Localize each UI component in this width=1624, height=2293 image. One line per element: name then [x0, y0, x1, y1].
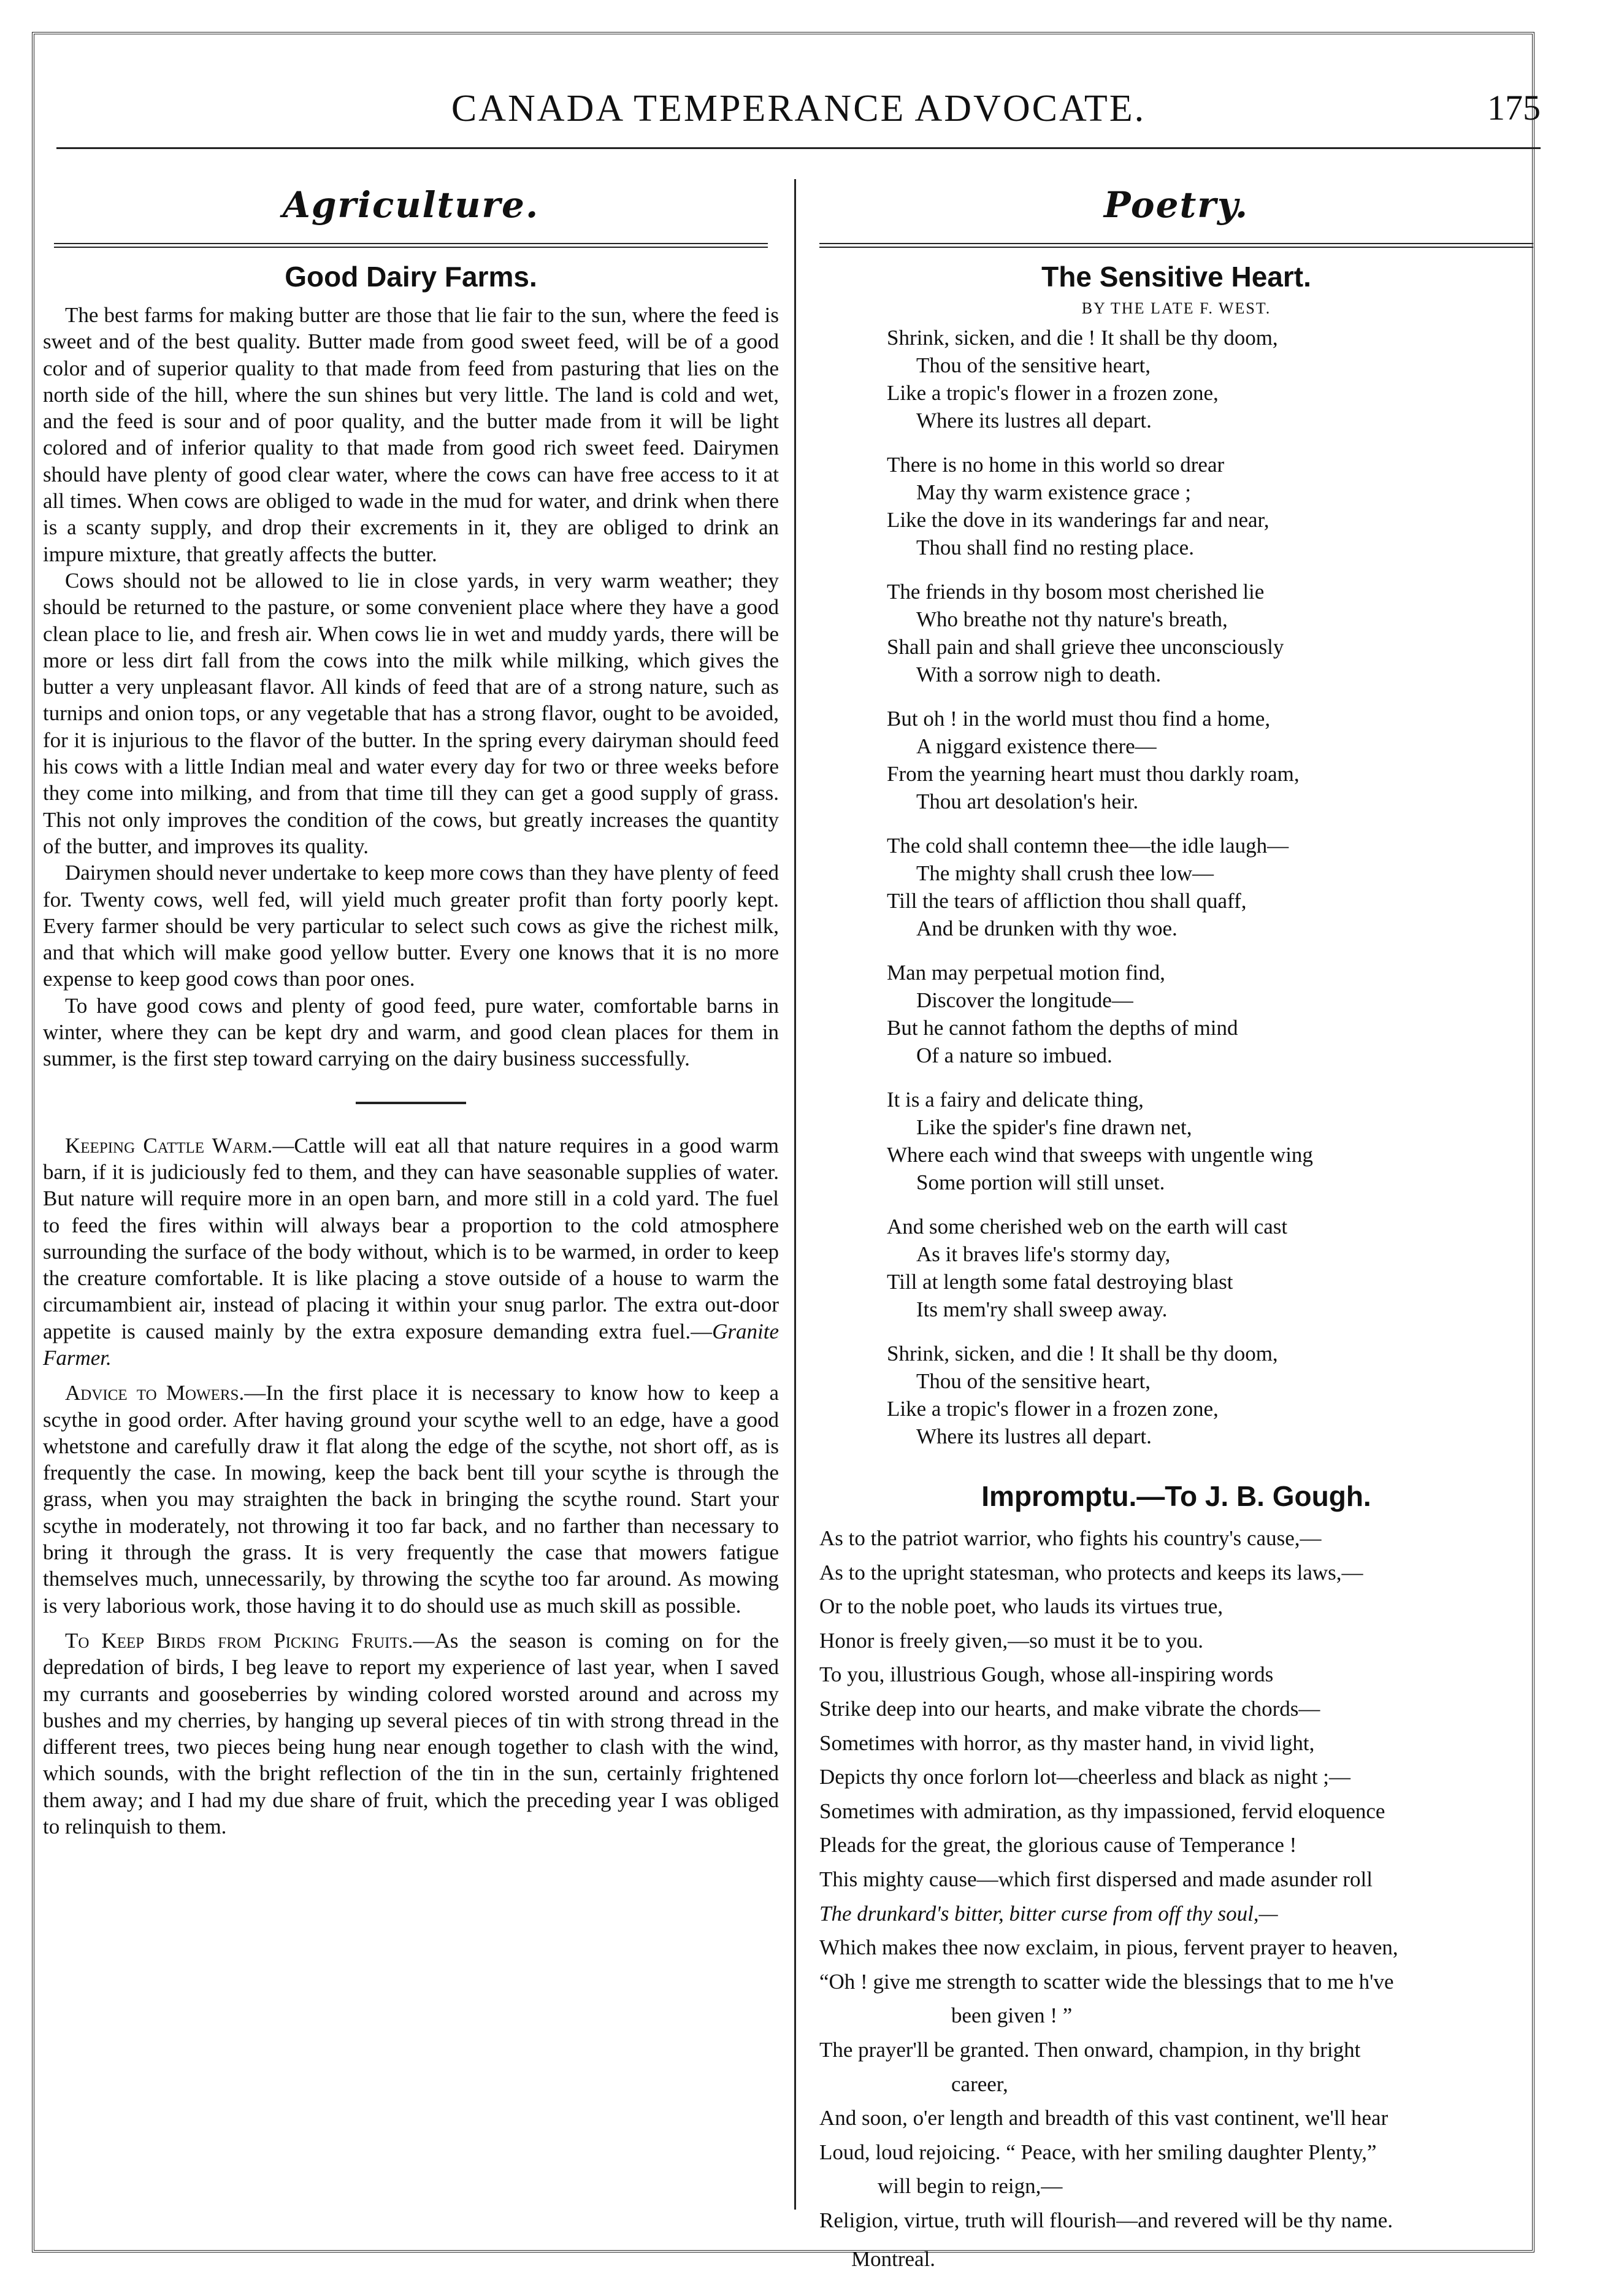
- poem-line: “Oh ! give me strength to scatter wide the blessings that to me h've: [819, 1969, 1394, 1994]
- poem-signature: Montreal.: [851, 2247, 936, 2272]
- poem-line: Till at length some fatal destroying blast: [887, 1270, 1233, 1294]
- poem-line: There is no home in this world so drear: [887, 453, 1225, 477]
- poem-line: The friends in thy bosom most cherished lie: [887, 580, 1265, 604]
- poem-line: Like the dove in its wanderings far and near,: [887, 508, 1270, 532]
- poem-line: Or to the noble poet, who lauds its virtues true,: [819, 1594, 1224, 1619]
- page-header: [56, 87, 1541, 142]
- journal-title: CANADA TEMPERANCE ADVOCATE.: [451, 88, 1146, 129]
- poem-body: [808, 324, 1544, 1450]
- poem-stanza: [887, 451, 1544, 561]
- poem-line: Where its lustres all depart.: [916, 409, 1152, 432]
- item-text: —As the season is coming on for the depredation of birds, I beg leave to report my experience of last year, when I saved my currants and gooseberries by winding colored worsted around and across my bushes and my cherries, by hanging up several pieces of tin with strong thread in the different trees, two pieces being hung near enough together to clash with the wind, which sounds, with the bright reflection of the tin in the sun, certainly frightened them away; and I had my due share of fruit, which the preceding year I was obliged to relinquish to them.: [43, 1628, 779, 1839]
- article-paragraph: To have good cows and plenty of good feed, pure water, comfortable barns in winter, where they can be kept dry and warm, and good clean places for them in summer, is the first step toward carrying on the dairy business successfully.: [43, 993, 779, 1071]
- poem-line: It is a fairy and delicate thing,: [887, 1088, 1144, 1112]
- poem-line: Pleads for the great, the glorious cause of Temperance !: [819, 1833, 1297, 1857]
- poem-line: As to the patriot warrior, who fights his country's cause,—: [819, 1526, 1322, 1550]
- poem-line: The drunkard's bitter, bitter curse from off thy soul,—: [819, 1901, 1278, 1926]
- poem-title: The Sensitive Heart.: [1041, 261, 1311, 293]
- page-number: 175: [1487, 88, 1541, 128]
- item-cattle: [43, 1132, 779, 1372]
- item-lead: Advice to Mowers.: [65, 1381, 245, 1405]
- poem-line: Thou of the sensitive heart,: [916, 353, 1151, 377]
- poem-stanza: [887, 705, 1544, 815]
- article-title: Good Dairy Farms.: [285, 261, 537, 293]
- poem-line: Thou of the sensitive heart,: [916, 1369, 1151, 1393]
- poem-line: will begin to reign,—: [878, 2174, 1063, 2199]
- item-text: —Cattle will eat all that nature requires in a good warm barn, if it is judiciously fed to them, and they can have seasonable supplies of water. But nature will require more in an open barn, and more still in a cold yard. The fuel to feed the fires within will always bear a proportion to the cold atmosphere surrounding the surface of the body without, which is to be warmed, in order to keep the creature comfortable. It is like placing a stove outside of a house to warm the circumambient air, instead of placing it within your snug parlor. The extra out-door appetite is caused mainly by the extra exposure demanding extra fuel.—: [43, 1133, 779, 1343]
- poem-line: Strike deep into our hearts, and make vibrate the chords—: [819, 1696, 1320, 1721]
- poem-line: Shrink, sicken, and die ! It shall be thy doom,: [887, 326, 1278, 350]
- poem-stanza: [887, 1340, 1544, 1450]
- poem-line: Sometimes with horror, as thy master hand, in vivid light,: [819, 1730, 1315, 1755]
- poem-byline: BY THE LATE F. WEST.: [1081, 299, 1271, 317]
- poem-line: A niggard existence there—: [916, 734, 1157, 758]
- poem-line: Like the spider's fine drawn net,: [916, 1115, 1192, 1139]
- poem-stanza: [887, 832, 1544, 942]
- poem-line: Discover the longitude—: [916, 988, 1133, 1012]
- item-text: —In the first place it is necessary to know how to keep a scythe in good order. After having ground your scythe well to an edge, have a good whetstone and carefully draw it flat along the edge of the scythe, not short off, as is frequently the case. In mowing, keep the back bent till your scythe is through the grass, when you may straighten the back in bringing the scythe round. Start your scythe in moderately, not throwing it too far back, and no farther than necessary to bring it through the grass. It is very frequently the case that mowers fatigue themselves much, unnecessarily, by throwing the scythe too far around. As mowing is very laborious work, those having it to do should use as much skill as possible.: [43, 1381, 779, 1618]
- poem-line: And soon, o'er length and breadth of this vast continent, we'll hear: [819, 2106, 1388, 2130]
- poem-line: As to the upright statesman, who protects and keeps its laws,—: [819, 1560, 1363, 1584]
- poem-line: Man may perpetual motion find,: [887, 961, 1165, 985]
- poem-line: Depicts thy once forlorn lot—cheerless and black as night ;—: [819, 1765, 1351, 1789]
- poem-line: The prayer'll be granted. Then onward, champion, in thy bright: [819, 2037, 1361, 2062]
- poem-stanza: [887, 959, 1544, 1069]
- poem-line: Sometimes with admiration, as thy impassioned, fervid eloquence: [819, 1799, 1385, 1823]
- poem-line: Religion, virtue, truth will flourish—and revered will be thy name.: [819, 2208, 1393, 2232]
- poetry-column: [808, 184, 1544, 2272]
- poem-line: This mighty cause—which first dispersed and made asunder roll: [819, 1867, 1373, 1891]
- item-source: Granite Farmer.: [43, 1319, 779, 1370]
- poem-line: May thy warm existence grace ;: [916, 480, 1192, 504]
- section-rule: [54, 243, 768, 248]
- poem-line: Like a tropic's flower in a frozen zone,: [887, 381, 1219, 405]
- column-divider: [794, 179, 796, 2210]
- poem-line: But oh ! in the world must thou find a home,: [887, 707, 1271, 731]
- poem-line: Loud, loud rejoicing. “ Peace, with her smiling daughter Plenty,”: [819, 2140, 1377, 2164]
- poem-stanza: [887, 1086, 1544, 1196]
- divider: [356, 1102, 466, 1104]
- poem-line: Thou art desolation's heir.: [916, 789, 1139, 813]
- poem-line: Where its lustres all depart.: [916, 1424, 1152, 1448]
- poem-line: Where each wind that sweeps with ungentle wing: [887, 1143, 1313, 1167]
- article-paragraph: The best farms for making butter are those that lie fair to the sun, where the feed is sweet and of the best quality. Butter made from good sweet feed, will be of a good color and of superior quality to that made from feed from pasturing that lies on the north side of the hill, where the sun shines but very little. The land is cold and wet, and the feed is sour and of poor quality, and the butter made from it will be light colored and of inferior quality to that made from good rich sweet feed. Dairymen should have plenty of good clear water, where the cows can have free access to it at all times. When cows are obliged to wade in the mud for water, and drink when there is a scanty supply, and drop their excrements in it, they are obliged to drink an impure mixture, that greatly affects the butter.: [43, 303, 779, 566]
- poem-line: Of a nature so imbued.: [916, 1043, 1113, 1067]
- poem-line: Till the tears of affliction thou shall quaff,: [887, 889, 1247, 913]
- poem-line: Its mem'ry shall sweep away.: [916, 1297, 1168, 1321]
- poem-title: Impromptu.—To J. B. Gough.: [981, 1480, 1371, 1512]
- poem-stanza: [887, 578, 1544, 688]
- poem-body: [819, 1521, 1544, 2237]
- section-rule: [819, 243, 1533, 248]
- poem-line: The mighty shall crush thee low—: [916, 861, 1214, 885]
- poem-line: Honor is freely given,—so must it be to you.: [819, 1628, 1204, 1653]
- poem-line: Which makes thee now exclaim, in pious, fervent prayer to heaven,: [819, 1935, 1398, 1960]
- item-lead: To Keep Birds from Picking Fruits.: [65, 1628, 413, 1653]
- poem-line: Shall pain and shall grieve thee unconsciously: [887, 635, 1284, 659]
- poem-line: Some portion will still unset.: [916, 1170, 1165, 1194]
- poem-line: But he cannot fathom the depths of mind: [887, 1016, 1238, 1040]
- poem-line: Who breathe not thy nature's breath,: [916, 607, 1228, 631]
- item-mowers: [43, 1380, 779, 1619]
- poem-line: career,: [951, 2072, 1008, 2096]
- poem-stanza: [887, 324, 1544, 434]
- poem-line: To you, illustrious Gough, whose all-inspiring words: [819, 1662, 1274, 1687]
- poem-line: And be drunken with thy woe.: [916, 916, 1178, 940]
- item-birds: [43, 1627, 779, 1840]
- article-paragraph: Cows should not be allowed to lie in close yards, in very warm weather; they should be returned to the pasture, or some convenient place where they have a good clean place to lie, and fresh air. When cows lie in wet and muddy yards, there will be more or less dirt fall from the cows into the milk while milking, which gives the butter a very unpleasant flavor. All kinds of feed that are of a strong nature, such as turnips and onion tops, or any vegetable that has a strong flavor, ought to be avoided, for it is injurious to the flavor of the butter. In the spring every dairyman should feed his cows with a little Indian meal and water every day for two or three weeks before they come into milking, and from that time till they can get a good supply of grass. This not only improves the condition of the cows, but greatly increases the quantity of the butter, and improves its quality.: [43, 568, 779, 858]
- agriculture-column: [43, 184, 779, 1840]
- poem-line: Shrink, sicken, and die ! It shall be thy doom,: [887, 1342, 1278, 1365]
- poem-stanza: [887, 1213, 1544, 1323]
- item-lead: Keeping Cattle Warm.: [65, 1133, 273, 1158]
- poem-line: been given ! ”: [951, 2003, 1073, 2028]
- poem-line: The cold shall contemn thee—the idle laugh—: [887, 834, 1289, 858]
- article-paragraph: Dairymen should never undertake to keep more cows than they have plenty of feed for. Twenty cows, well fed, will yield much greater profit than forty poorly kept. Every farmer should be very particular to select such cows as give the richest milk, and that which will make good yellow butter. Every one knows that it is no more expense to keep good cows than poor ones.: [43, 861, 779, 991]
- poem-line: And some cherished web on the earth will cast: [887, 1215, 1288, 1239]
- header-rule: [56, 147, 1541, 149]
- poem-line: Thou shall find no resting place.: [916, 536, 1194, 559]
- poem-line: Like a tropic's flower in a frozen zone,: [887, 1397, 1219, 1421]
- section-heading-poetry: Poetry.: [1103, 184, 1249, 226]
- poem-line: From the yearning heart must thou darkly roam,: [887, 762, 1300, 786]
- poem-line: As it braves life's stormy day,: [916, 1242, 1171, 1266]
- poem-line: With a sorrow nigh to death.: [916, 663, 1162, 686]
- section-heading-agriculture: Agriculture.: [282, 184, 540, 226]
